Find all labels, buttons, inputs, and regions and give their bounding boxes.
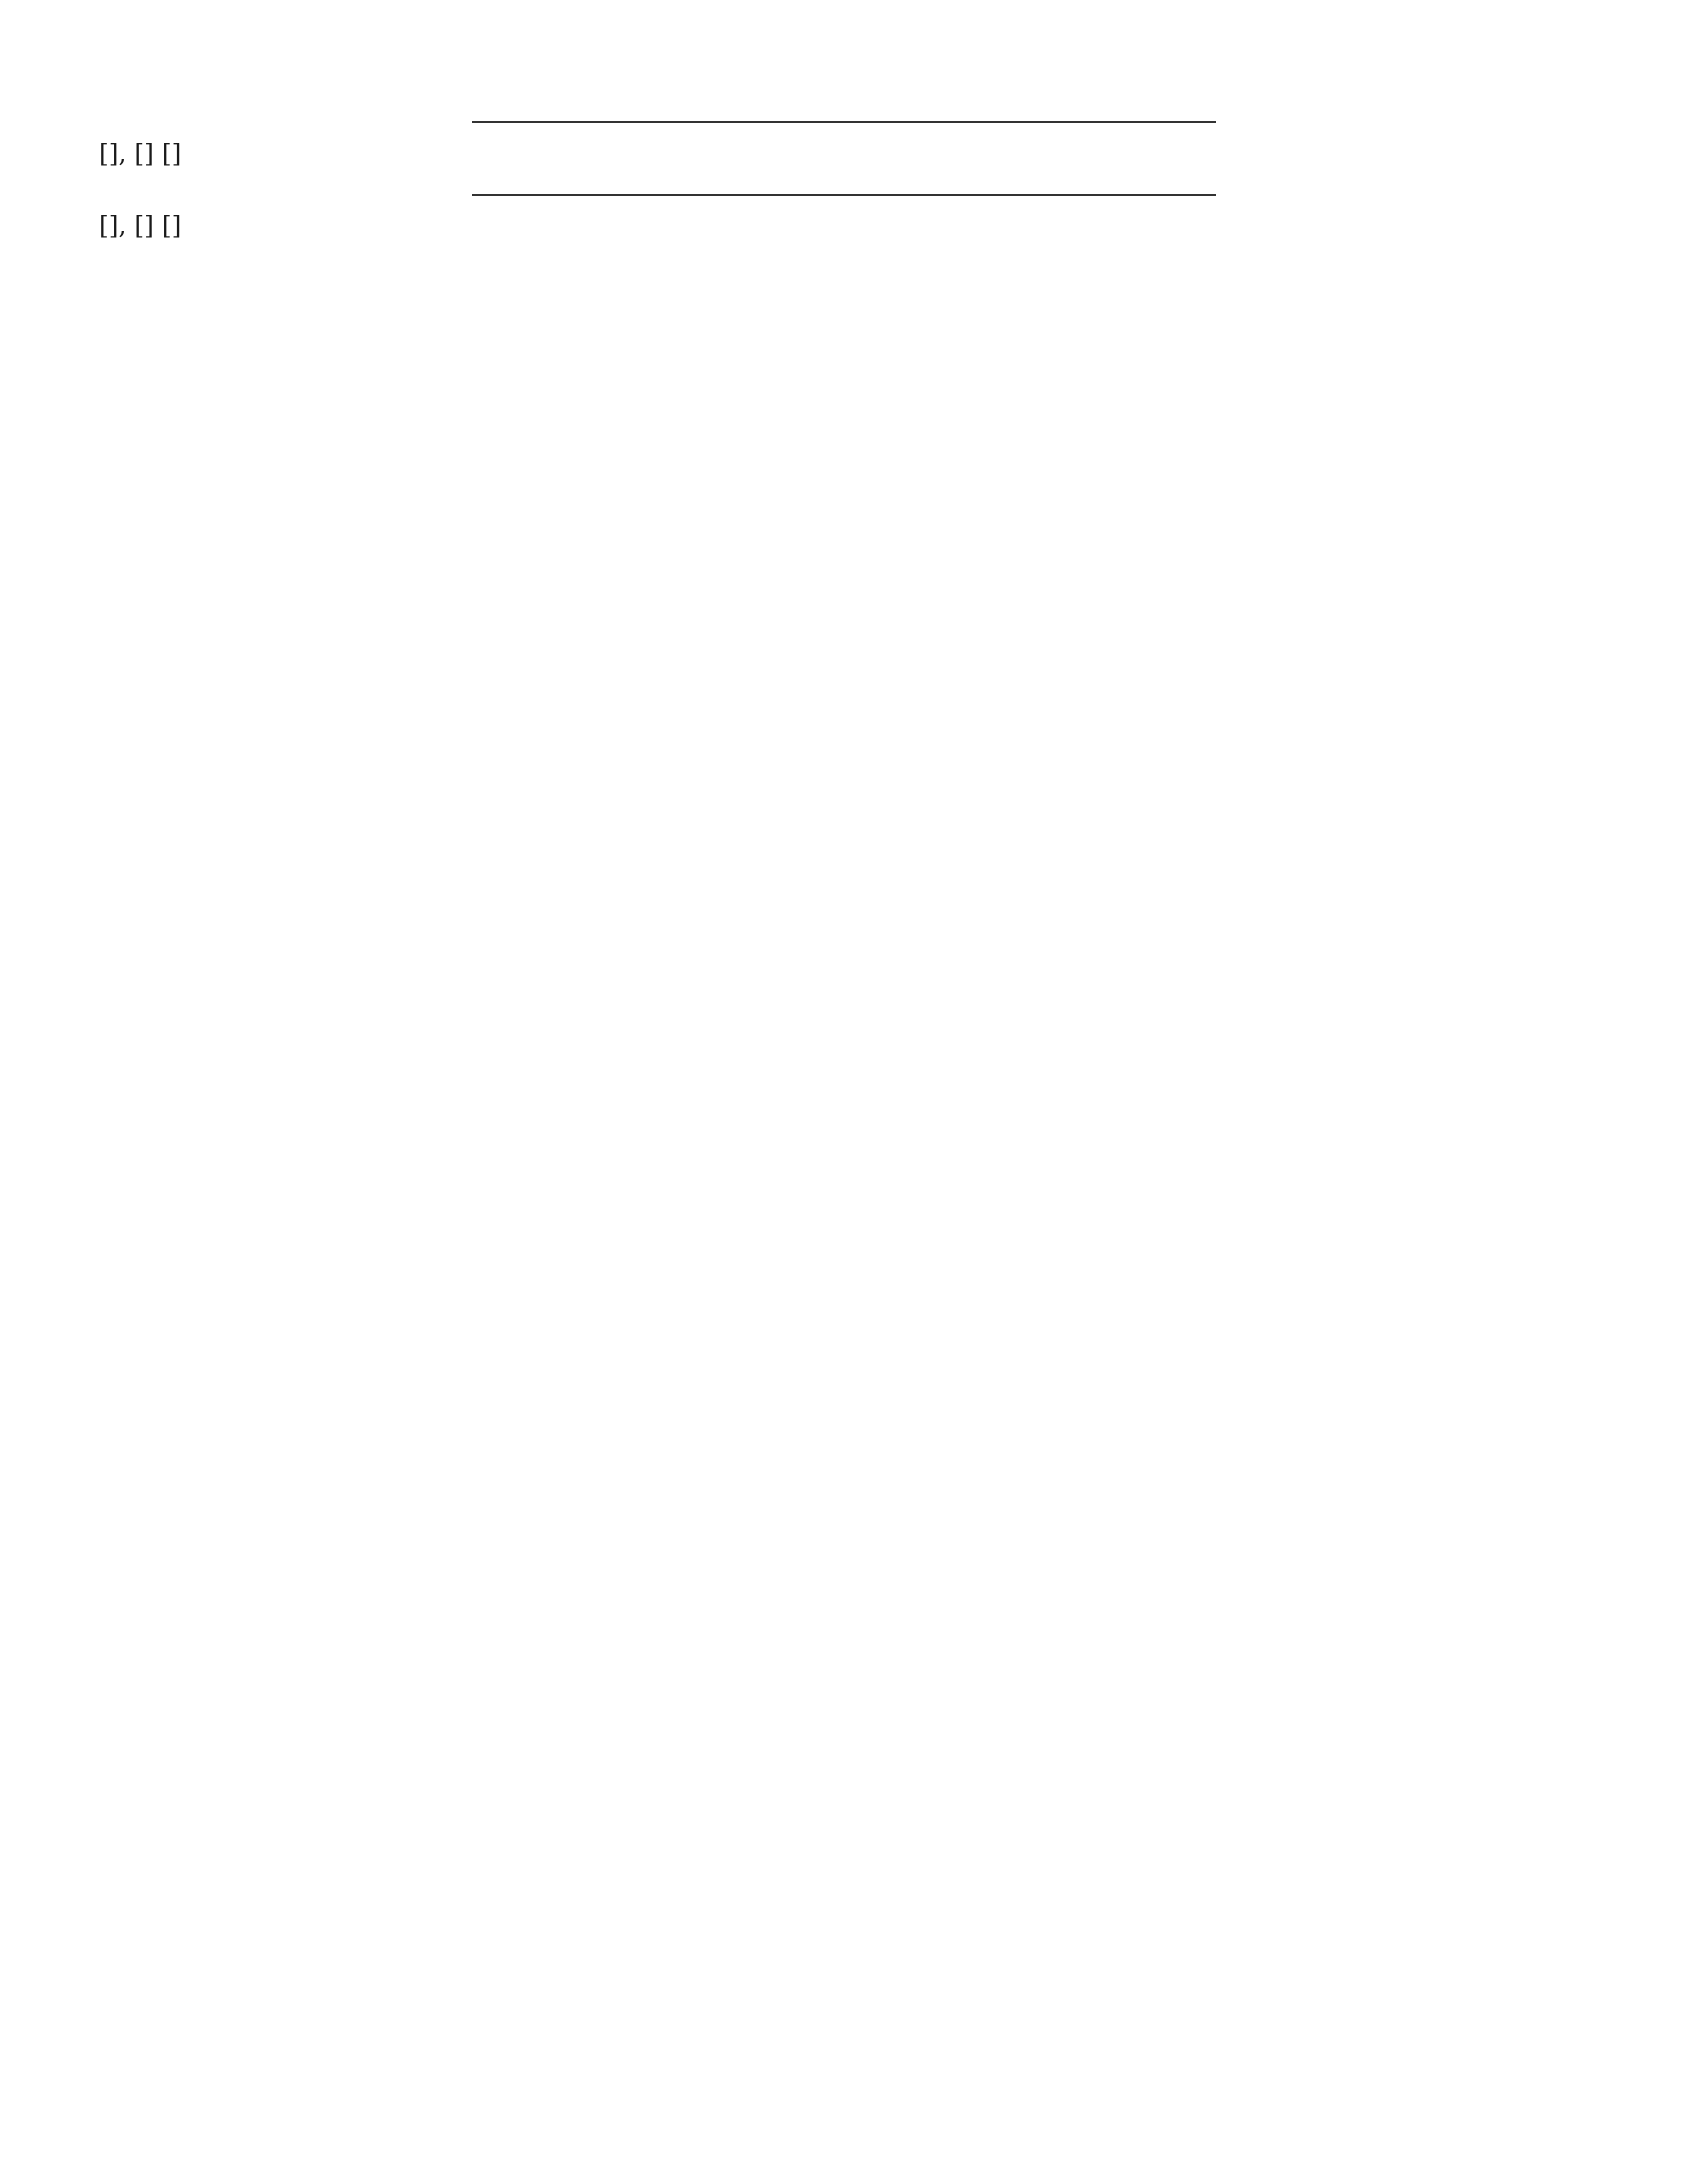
contractor-signature-line[interactable]: [472, 194, 1216, 196]
client-signature-line[interactable]: [472, 121, 1216, 123]
contract-page-body: [99, 97, 1591, 242]
contractor-signature-label: [], [] []: [99, 211, 182, 240]
client-signature-label: [], [] []: [99, 139, 182, 168]
